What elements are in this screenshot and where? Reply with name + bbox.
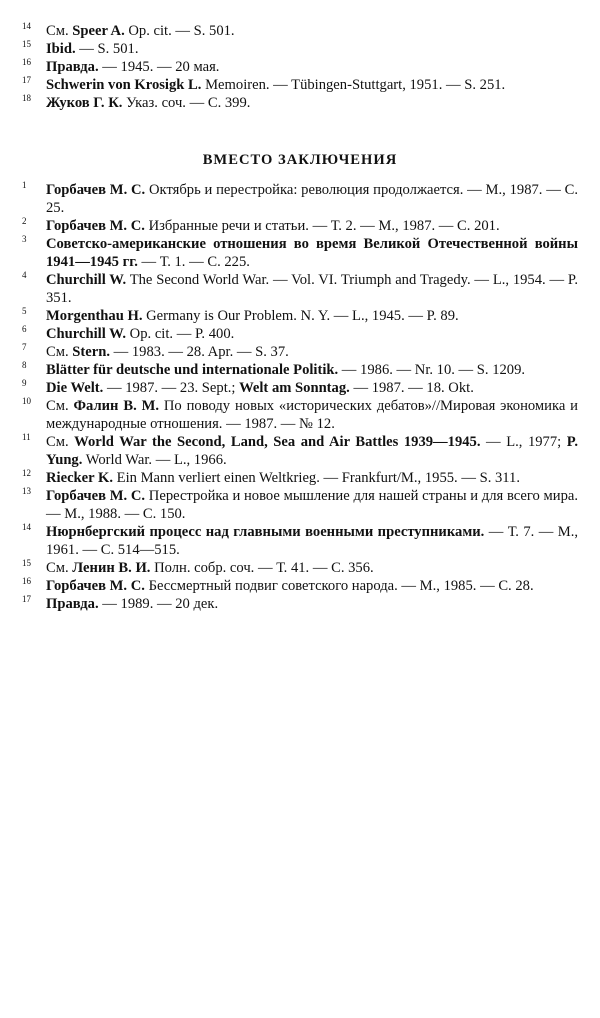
- footnote-number: 10: [22, 396, 31, 406]
- footnote-item: [22, 397, 578, 433]
- footnote-author-or-title: Schwerin von Krosigk L.: [46, 77, 202, 93]
- footnote-text: См.: [46, 23, 73, 39]
- footnote-author-or-title: Stern.: [72, 344, 110, 360]
- footnote-number: 4: [22, 270, 27, 280]
- footnote-number: 18: [22, 93, 31, 103]
- footnote-item: [22, 559, 578, 577]
- footnote-number: 1: [22, 180, 27, 190]
- section-heading: ВМЕСТО ЗАКЛЮЧЕНИЯ: [202, 152, 398, 168]
- footnote-text: — Т. 1. — С. 225.: [137, 254, 250, 270]
- footnote-number: 5: [22, 306, 27, 316]
- footnote-author-or-title: Нюрнбергский процесс над главными военными преступниками.: [46, 524, 485, 540]
- footnote-author-or-title: Churchill W.: [46, 272, 127, 288]
- footnote-item: [22, 379, 578, 397]
- footnote-text: — 1983. — 28. Apr. — S. 37.: [109, 344, 289, 360]
- footnote-item: [22, 58, 578, 76]
- footnote-text: Октябрь и перестройка: революция продолжается. — М., 1987. — С. 25.: [46, 182, 579, 216]
- footnote-text: Полн. собр. соч. — Т. 41. — С. 356.: [150, 560, 374, 576]
- footnote-text: Germany is Our Problem. N. Y. — L., 1945. — P. 89.: [142, 308, 459, 324]
- footnote-text: См.: [46, 560, 73, 576]
- footnote-item: [22, 343, 578, 361]
- footnote-item: [22, 487, 578, 523]
- footnote-number: 17: [22, 594, 31, 604]
- footnote-number: 14: [22, 21, 31, 31]
- footnote-item: [22, 307, 578, 325]
- footnote-number: 15: [22, 558, 31, 568]
- footnote-number: 13: [22, 486, 31, 496]
- footnote-author-or-title: Die Welt.: [46, 380, 104, 396]
- footnote-item: [22, 217, 578, 235]
- footnote-number: 7: [22, 342, 27, 352]
- footnote-item: [22, 76, 578, 94]
- footnote-number: 12: [22, 468, 31, 478]
- footnotes-previous-chapter: [22, 22, 578, 112]
- footnote-text: — L., 1977;: [480, 434, 567, 450]
- footnote-author-or-title: Жуков Г. К.: [46, 95, 123, 111]
- footnote-number: 9: [22, 378, 27, 388]
- footnote-item: [22, 433, 578, 469]
- footnote-item: [22, 94, 578, 112]
- footnote-item: [22, 22, 578, 40]
- footnote-text: См.: [46, 398, 74, 414]
- footnote-author-or-title: Speer A.: [72, 23, 125, 39]
- footnote-item: [22, 523, 578, 559]
- footnote-text: — 1987. — 18. Okt.: [349, 380, 474, 396]
- footnote-number: 14: [22, 522, 31, 532]
- footnote-text: World War. — L., 1966.: [82, 452, 227, 468]
- footnote-author-or-title: Правда.: [46, 596, 99, 612]
- footnote-item: [22, 271, 578, 307]
- footnote-number: 11: [22, 432, 31, 442]
- footnote-item: [22, 577, 578, 595]
- footnote-text: По поводу новых «исторических дебатов»//Мировая экономика и международные отношения. — 1987. — № 12.: [46, 398, 578, 432]
- footnote-text: — S. 501.: [75, 41, 139, 57]
- footnote-text: Memoiren. — Tübingen-Stuttgart, 1951. — S. 251.: [201, 77, 506, 93]
- footnote-text: — 1986. — Nr. 10. — S. 1209.: [338, 362, 526, 378]
- footnote-author-or-title: P. Yung.: [46, 434, 578, 468]
- footnote-number: 16: [22, 57, 31, 67]
- footnote-number: 2: [22, 216, 27, 226]
- footnote-number: 15: [22, 39, 31, 49]
- footnote-text: — 1987. — 23. Sept.;: [103, 380, 240, 396]
- footnote-text: См.: [46, 434, 75, 450]
- footnote-number: 16: [22, 576, 31, 586]
- footnote-author-or-title: Ibid.: [46, 41, 76, 57]
- footnote-item: [22, 181, 578, 217]
- footnote-text: Избранные речи и статьи. — Т. 2. — М., 1987. — С. 201.: [144, 218, 500, 234]
- footnote-text: Бессмертный подвиг советского народа. — М., 1985. — С. 28.: [144, 578, 534, 594]
- footnote-author-or-title: Churchill W.: [46, 326, 127, 342]
- footnote-item: [22, 361, 578, 379]
- footnote-text: — 1989. — 20 дек.: [98, 596, 219, 612]
- footnote-author-or-title: Morgenthau H.: [46, 308, 143, 324]
- footnote-text: Op. cit. — S. 501.: [124, 23, 235, 39]
- footnote-text: Перестройка и новое мышление для нашей страны и для всего мира. — М., 1988. — С. 150.: [46, 488, 579, 522]
- footnote-text: — Т. 7. — М., 1961. — С. 514—515.: [46, 524, 579, 558]
- footnote-number: 17: [22, 75, 31, 85]
- footnote-author-or-title: Riecker K.: [46, 470, 114, 486]
- footnote-number: 3: [22, 234, 27, 244]
- footnote-text: Указ. соч. — С. 399.: [122, 95, 251, 111]
- footnote-number: 6: [22, 324, 27, 334]
- footnote-author-or-title: Советско-американские отношения во время Великой Отечественной войны 1941—1945 гг.: [46, 236, 578, 270]
- footnote-author-or-title: Blätter für deutsche und internationale Politik.: [46, 362, 339, 378]
- footnote-author-or-title: Правда.: [46, 59, 99, 75]
- footnote-text: The Second World War. — Vol. VI. Triumph and Tragedy. — L., 1954. — P. 351.: [46, 272, 579, 306]
- footnote-text: Ein Mann verliert einen Weltkrieg. — Frankfurt/M., 1955. — S. 311.: [113, 470, 520, 486]
- footnote-item: [22, 235, 578, 271]
- footnote-author-or-title: World War the Second, Land, Sea and Air Battles 1939—1945.: [74, 434, 481, 450]
- footnotes-conclusion: [22, 181, 578, 613]
- footnote-item: [22, 469, 578, 487]
- footnote-text: Op. cit. — P. 400.: [126, 326, 235, 342]
- footnote-author-or-title: Горбачев М. С.: [46, 578, 145, 594]
- footnote-item: [22, 325, 578, 343]
- footnote-author-or-title: Ленин В. И.: [72, 560, 151, 576]
- footnote-author-or-title: Welt am Sonntag.: [239, 380, 350, 396]
- footnote-item: [22, 595, 578, 613]
- footnote-author-or-title: Горбачев М. С.: [46, 488, 146, 504]
- footnote-text: — 1945. — 20 мая.: [98, 59, 220, 75]
- footnote-number: 8: [22, 360, 27, 370]
- footnote-author-or-title: Горбачев М. С.: [46, 182, 146, 198]
- footnote-author-or-title: Фалин В. М.: [73, 398, 160, 414]
- footnote-item: [22, 40, 578, 58]
- footnote-author-or-title: Горбачев М. С.: [46, 218, 145, 234]
- footnote-text: См.: [46, 344, 73, 360]
